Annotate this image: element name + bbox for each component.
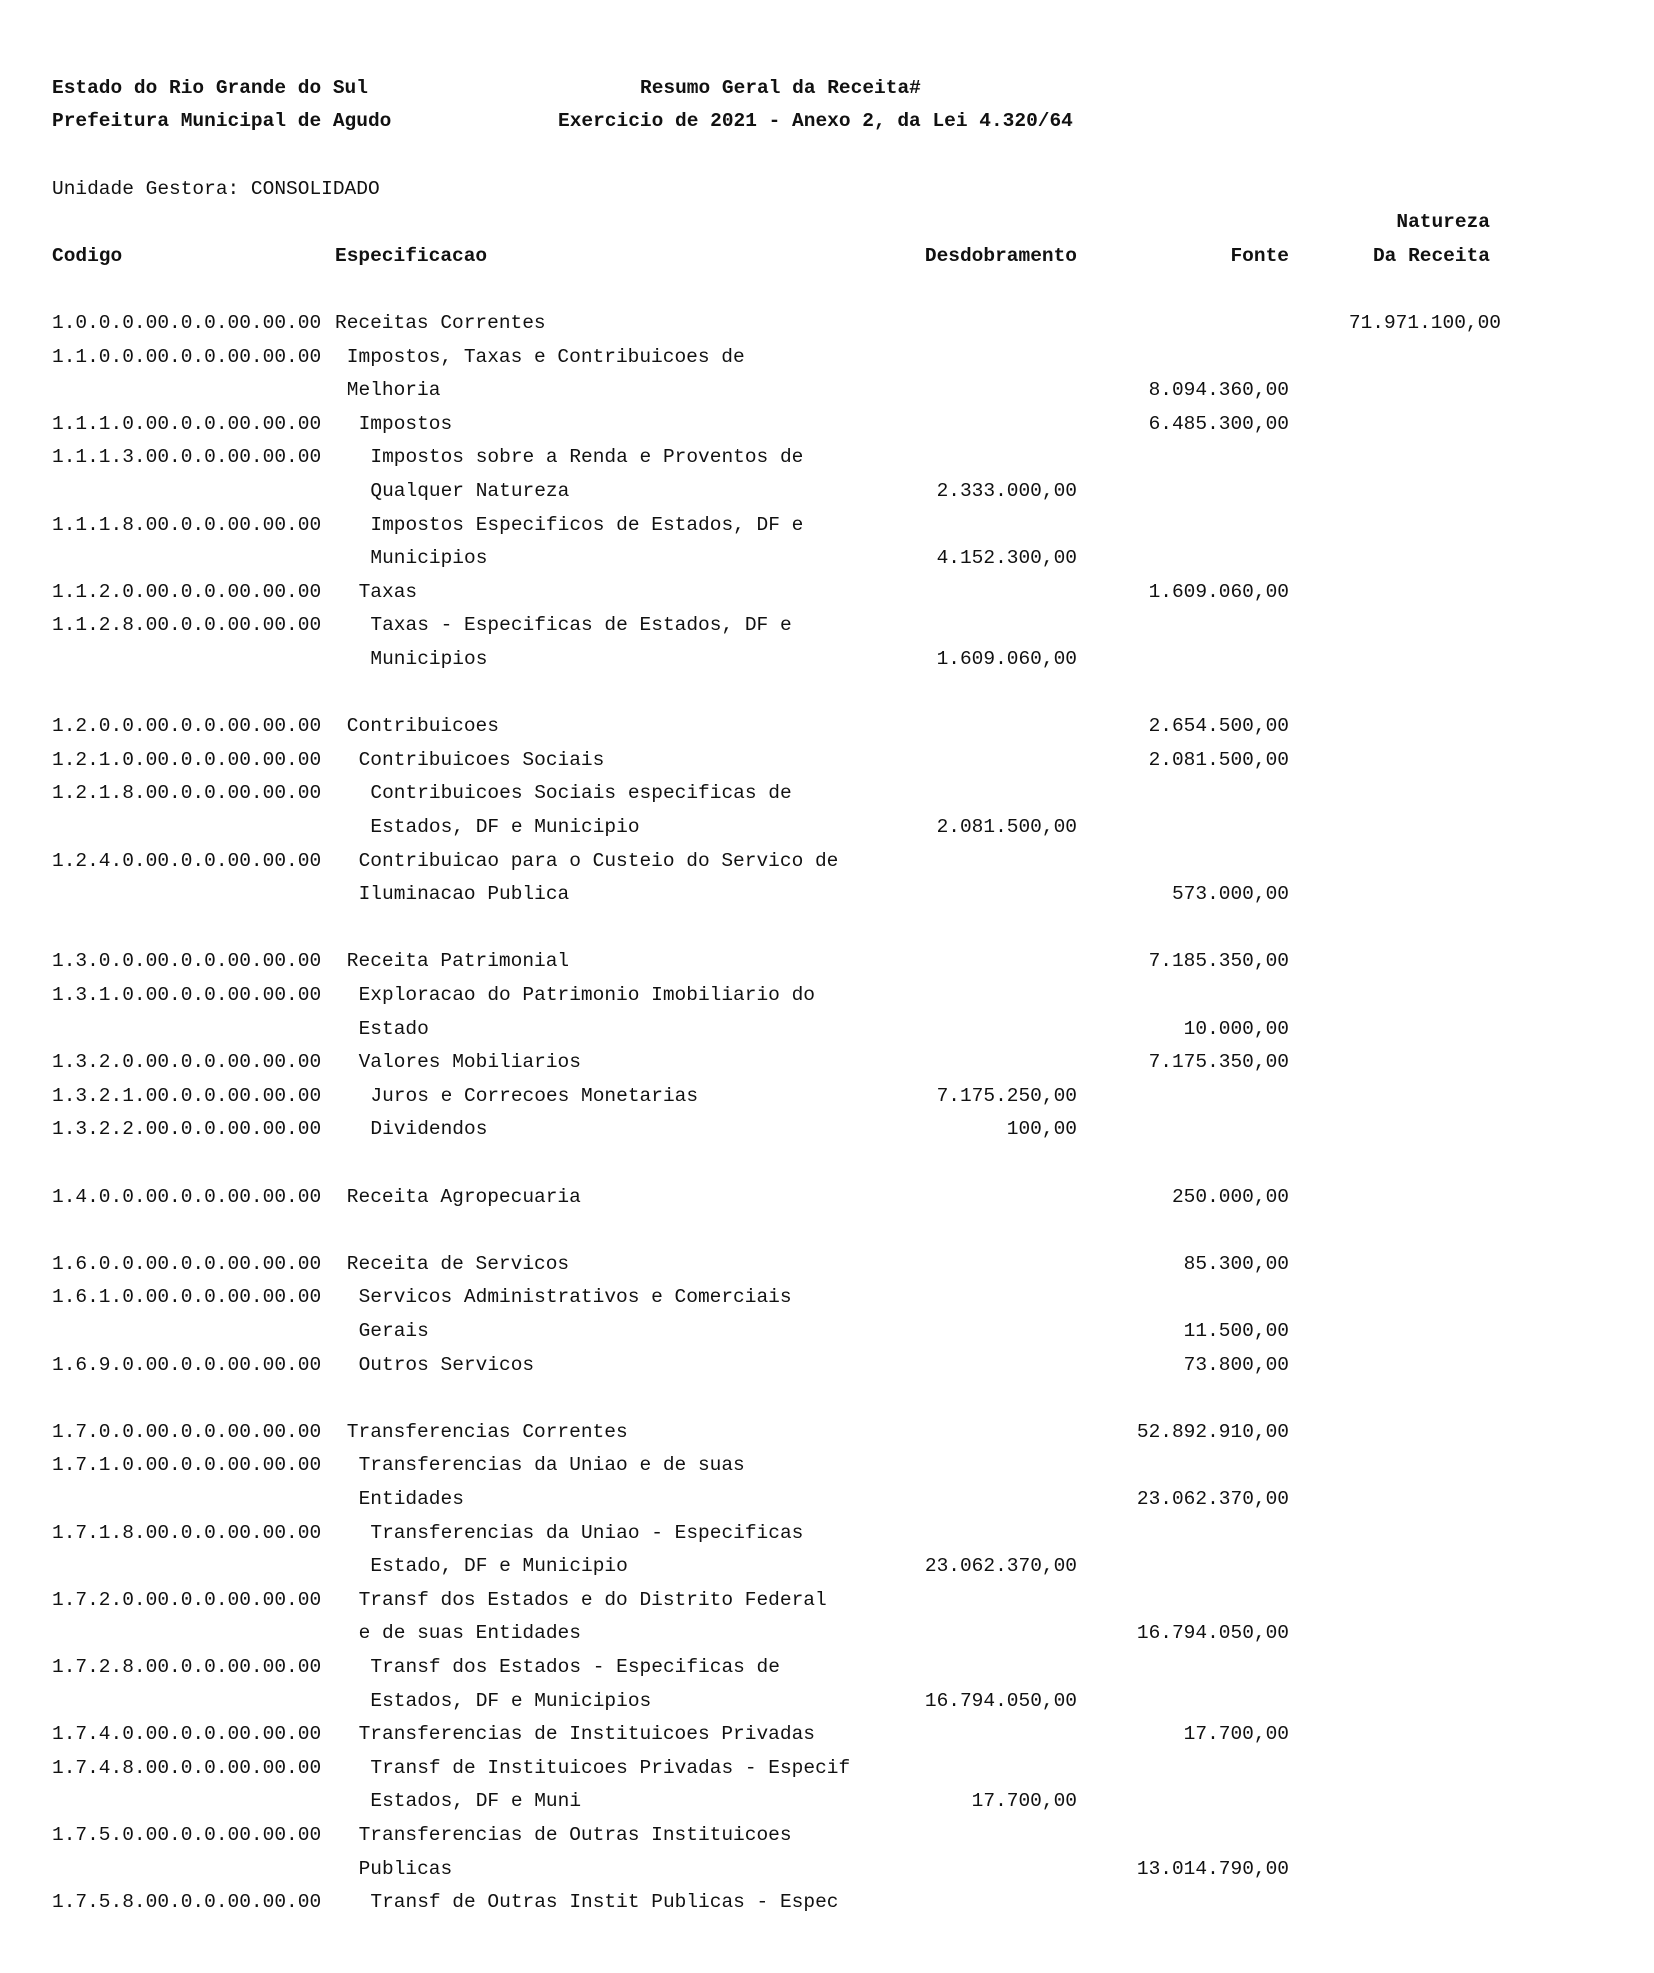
- row-natureza: 71.971.100,00: [1348, 312, 1501, 334]
- row-specification: Estados, DF e Municipios: [370, 1689, 652, 1712]
- row-specification: Transferencias da Uniao - Especificas: [370, 1521, 804, 1544]
- row-code: 1.3.1.0.00.0.0.00.00.00: [52, 984, 322, 1006]
- row-specification: Estados, DF e Municipio: [370, 816, 640, 838]
- row-code: 1.1.1.0.00.0.0.00.00.00: [52, 412, 322, 435]
- row-specification: Estado: [358, 1017, 429, 1040]
- row-specification: Valores Mobiliarios: [358, 1051, 581, 1074]
- row-specification: Estados, DF e Muni: [370, 1790, 582, 1813]
- row-specification: Iluminacao Publica: [358, 883, 570, 906]
- row-code: 1.3.2.1.00.0.0.00.00.00: [52, 1084, 322, 1107]
- row-code: 1.1.2.0.00.0.0.00.00.00: [52, 580, 322, 603]
- row-code: 1.7.4.0.00.0.0.00.00.00: [52, 1723, 322, 1746]
- row-desdobramento: 16.794.050,00: [924, 1689, 1077, 1712]
- row-fonte: 13.014.790,00: [1136, 1857, 1289, 1880]
- row-specification: Municipios: [370, 648, 488, 670]
- row-fonte: 10.000,00: [1183, 1017, 1289, 1040]
- row-fonte: 1.609.060,00: [1148, 580, 1289, 603]
- row-specification: Transf de Instituicoes Privadas - Especif: [370, 1756, 851, 1779]
- row-code: 1.7.2.0.00.0.0.00.00.00: [52, 1588, 322, 1611]
- column-header-codigo: Codigo: [52, 245, 123, 267]
- row-code: 1.3.2.2.00.0.0.00.00.00: [52, 1118, 322, 1141]
- row-specification: Transf dos Estados e do Distrito Federal: [358, 1588, 827, 1611]
- row-specification: Receita Agropecuaria: [346, 1185, 581, 1208]
- row-specification: Estado, DF e Municipio: [370, 1555, 628, 1578]
- row-code: 1.7.0.0.00.0.0.00.00.00: [52, 1420, 322, 1443]
- row-specification: Transf dos Estados - Especificas de: [370, 1656, 780, 1678]
- report-subtitle: Exercicio de 2021 - Anexo 2, da Lei 4.320/64: [558, 110, 1073, 132]
- row-specification: Transferencias da Uniao e de suas: [358, 1454, 745, 1477]
- row-fonte: 23.062.370,00: [1136, 1488, 1289, 1510]
- unit-label: Unidade Gestora: CONSOLIDADO: [52, 178, 380, 200]
- row-specification: Municipios: [370, 547, 488, 570]
- row-fonte: 2.654.500,00: [1148, 715, 1289, 738]
- row-fonte: 16.794.050,00: [1136, 1622, 1289, 1645]
- row-specification: Transferencias de Outras Instituicoes: [358, 1824, 792, 1846]
- row-desdobramento: 1.609.060,00: [936, 648, 1077, 670]
- row-code: 1.3.2.0.00.0.0.00.00.00: [52, 1051, 322, 1074]
- row-specification: Contribuicoes Sociais especificas de: [370, 782, 792, 805]
- row-code: 1.7.2.8.00.0.0.00.00.00: [52, 1656, 322, 1678]
- row-specification: Taxas - Especificas de Estados, DF e: [370, 614, 792, 637]
- row-code: 1.7.5.0.00.0.0.00.00.00: [52, 1824, 322, 1846]
- row-fonte: 8.094.360,00: [1148, 379, 1289, 402]
- row-desdobramento: 17.700,00: [971, 1790, 1077, 1813]
- column-header-especificacao: Especificacao: [335, 245, 488, 267]
- municipality-name: Prefeitura Municipal de Agudo: [52, 110, 392, 132]
- row-fonte: 11.500,00: [1183, 1320, 1289, 1342]
- row-specification: Contribuicao para o Custeio do Servico de: [358, 849, 839, 872]
- row-specification: Juros e Correcoes Monetarias: [370, 1084, 699, 1107]
- row-specification: Contribuicoes Sociais: [358, 748, 605, 771]
- row-specification: Melhoria: [346, 379, 441, 402]
- row-code: 1.7.1.0.00.0.0.00.00.00: [52, 1454, 322, 1477]
- row-code: 1.2.0.0.00.0.0.00.00.00: [52, 715, 322, 738]
- row-fonte: 573.000,00: [1171, 883, 1289, 906]
- row-specification: Entidades: [358, 1488, 464, 1510]
- row-code: 1.1.2.8.00.0.0.00.00.00: [52, 614, 322, 637]
- row-specification: Receitas Correntes: [335, 312, 546, 334]
- row-specification: Impostos, Taxas e Contribuicoes de: [346, 345, 745, 368]
- row-fonte: 7.175.350,00: [1148, 1051, 1289, 1074]
- row-code: 1.2.1.0.00.0.0.00.00.00: [52, 748, 322, 771]
- row-fonte: 6.485.300,00: [1148, 412, 1289, 435]
- row-code: 1.3.0.0.00.0.0.00.00.00: [52, 950, 322, 973]
- row-specification: Transferencias Correntes: [346, 1420, 628, 1443]
- row-code: 1.7.4.8.00.0.0.00.00.00: [52, 1756, 322, 1779]
- state-name: Estado do Rio Grande do Sul: [52, 77, 368, 99]
- row-fonte: 17.700,00: [1183, 1723, 1289, 1746]
- row-specification: Transf de Outras Instit Publicas - Espec: [370, 1891, 839, 1914]
- row-fonte: 52.892.910,00: [1136, 1420, 1289, 1443]
- row-specification: Servicos Administrativos e Comerciais: [358, 1286, 792, 1309]
- row-specification: Transferencias de Instituicoes Privadas: [358, 1723, 815, 1746]
- row-fonte: 250.000,00: [1171, 1185, 1289, 1208]
- row-code: 1.1.0.0.00.0.0.00.00.00: [52, 345, 322, 368]
- row-specification: Exploracao do Patrimonio Imobiliario do: [358, 984, 815, 1006]
- row-specification: Taxas: [358, 580, 418, 603]
- row-fonte: 85.300,00: [1183, 1252, 1289, 1275]
- row-code: 1.2.4.0.00.0.0.00.00.00: [52, 849, 322, 872]
- row-code: 1.1.1.8.00.0.0.00.00.00: [52, 513, 322, 536]
- column-header-desdobramento: Desdobramento: [924, 245, 1077, 267]
- column-header-natureza-line2: Da Receita: [1372, 245, 1490, 267]
- row-desdobramento: 7.175.250,00: [936, 1084, 1077, 1107]
- column-header-natureza-line1: Natureza: [1396, 211, 1490, 233]
- row-specification: Gerais: [358, 1320, 429, 1342]
- row-specification: Publicas: [358, 1857, 453, 1880]
- row-code: 1.6.9.0.00.0.0.00.00.00: [52, 1353, 322, 1376]
- row-code: 1.6.0.0.00.0.0.00.00.00: [52, 1252, 322, 1275]
- row-desdobramento: 100,00: [1006, 1118, 1077, 1141]
- row-code: 1.7.1.8.00.0.0.00.00.00: [52, 1521, 322, 1544]
- row-specification: Impostos sobre a Renda e Proventos de: [370, 446, 804, 469]
- row-desdobramento: 2.333.000,00: [936, 480, 1077, 502]
- report-title: Resumo Geral da Receita#: [640, 77, 921, 99]
- row-code: 1.7.5.8.00.0.0.00.00.00: [52, 1891, 322, 1914]
- column-header-fonte: Fonte: [1230, 245, 1289, 267]
- row-fonte: 73.800,00: [1183, 1353, 1289, 1376]
- row-specification: Qualquer Natureza: [370, 480, 570, 502]
- row-code: 1.0.0.0.00.0.0.00.00.00: [52, 312, 322, 334]
- row-code: 1.4.0.0.00.0.0.00.00.00: [52, 1185, 322, 1208]
- row-specification: Receita Patrimonial: [346, 950, 570, 973]
- row-specification: Impostos: [358, 412, 453, 435]
- row-specification: Contribuicoes: [346, 715, 499, 738]
- row-fonte: 2.081.500,00: [1148, 748, 1289, 771]
- row-desdobramento: 23.062.370,00: [924, 1555, 1077, 1578]
- row-specification: Impostos Especificos de Estados, DF e: [370, 513, 804, 536]
- row-desdobramento: 2.081.500,00: [936, 816, 1077, 838]
- row-desdobramento: 4.152.300,00: [936, 547, 1077, 570]
- row-specification: Receita de Servicos: [346, 1252, 570, 1275]
- row-code: 1.1.1.3.00.0.0.00.00.00: [52, 446, 322, 469]
- row-specification: e de suas Entidades: [358, 1622, 581, 1645]
- row-code: 1.6.1.0.00.0.0.00.00.00: [52, 1286, 322, 1309]
- row-fonte: 7.185.350,00: [1148, 950, 1289, 973]
- row-specification: Outros Servicos: [358, 1353, 535, 1376]
- row-code: 1.2.1.8.00.0.0.00.00.00: [52, 782, 322, 805]
- row-specification: Dividendos: [370, 1118, 488, 1141]
